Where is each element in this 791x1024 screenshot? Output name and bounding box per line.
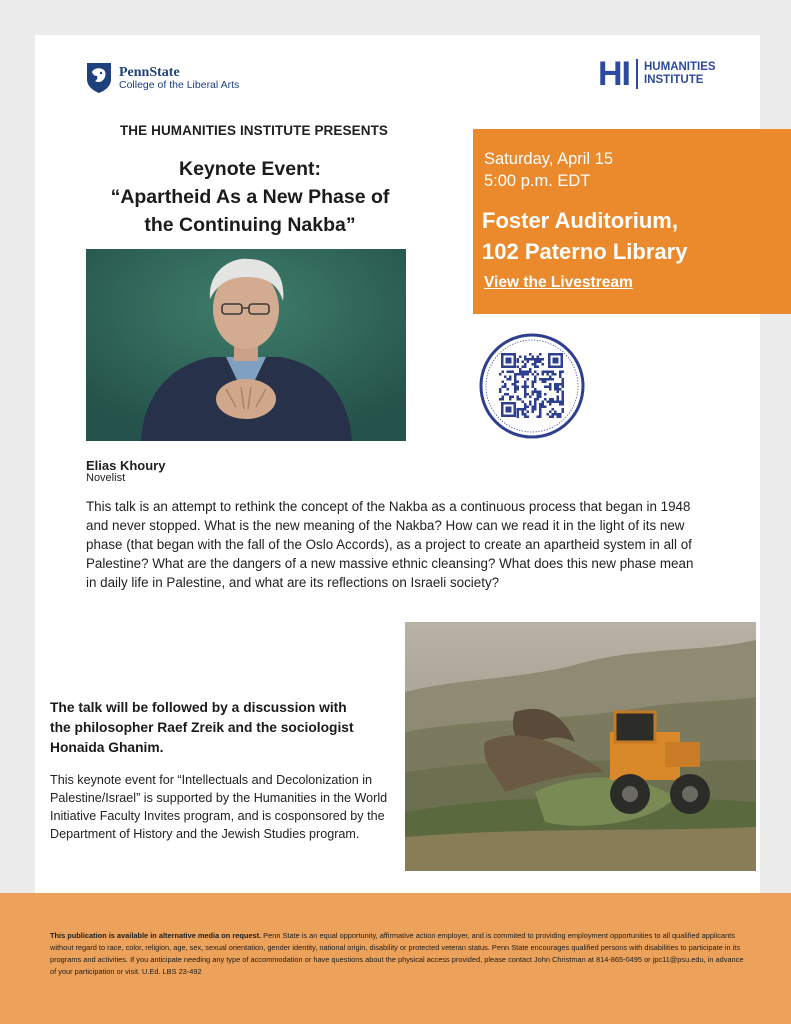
qr-module: [532, 386, 535, 389]
qr-module: [509, 396, 512, 399]
qr-module: [534, 388, 537, 391]
qr-module: [539, 411, 542, 414]
qr-module: [539, 391, 542, 394]
qr-module: [529, 396, 532, 399]
qr-module: [539, 378, 542, 381]
qr-module: [557, 388, 560, 391]
qr-module: [547, 413, 550, 416]
qr-module: [562, 386, 565, 389]
qr-module: [562, 371, 565, 374]
qr-module: [527, 386, 530, 389]
qr-module: [512, 396, 515, 399]
qr-module: [547, 378, 550, 381]
qr-module: [542, 406, 545, 409]
speaker-role: Novelist: [86, 472, 126, 484]
event-title-line-2: “Apartheid As a New Phase of: [110, 186, 390, 208]
qr-module: [562, 378, 565, 381]
qr-module: [509, 398, 512, 401]
qr-module: [524, 403, 527, 406]
qr-module: [524, 358, 527, 361]
qr-module: [537, 393, 540, 396]
qr-module: [524, 388, 527, 391]
qr-module: [549, 386, 552, 389]
qr-module: [534, 358, 537, 361]
qr-module: [529, 371, 532, 374]
qr-module: [527, 358, 530, 361]
event-title: [70, 155, 430, 239]
qr-module: [502, 371, 505, 374]
qr-module: [534, 391, 537, 394]
qr-module: [534, 371, 537, 374]
qr-module: [542, 363, 545, 366]
qr-module: [549, 411, 552, 414]
qr-module: [559, 401, 562, 404]
qr-module: [524, 366, 527, 369]
hi-line-1: HUMANITIES: [644, 61, 716, 73]
qr-module: [542, 381, 545, 384]
qr-module: [552, 378, 555, 381]
qr-module: [514, 388, 517, 391]
qr-module: [537, 373, 540, 376]
qr-module: [502, 398, 505, 401]
qr-module: [542, 378, 545, 381]
qr-module: [547, 373, 550, 376]
qr-module: [562, 383, 565, 386]
event-title-line-1: Keynote Event:: [179, 158, 321, 180]
qr-module: [539, 361, 542, 364]
eeo-text: Penn State is an equal opportunity, affirmative action employer, and is commited to providing employment opportunities to all qualified applicants without regard to race, color, religion, age, sex, sexual orientation, gender identity, national origin, disability or protected veteran status. Penn State encourages qualified persons with disabilities to participate in its programs and activities. If you anticipate needing any type of accommodation or have questions about the physical access provided, please contact John Christman at 814-865-0495 or jpc11@psu.edu, in advance of your participation or visit. U.Ed. LBS 23-492: [50, 931, 744, 976]
qr-module: [549, 388, 552, 391]
qr-module: [524, 396, 527, 399]
qr-module: [524, 363, 527, 366]
qr-module: [534, 403, 537, 406]
qr-module: [499, 388, 502, 391]
qr-module: [532, 358, 535, 361]
qr-module: [559, 371, 562, 374]
qr-module: [517, 373, 520, 376]
qr-module: [554, 388, 557, 391]
qr-module: [519, 371, 522, 374]
qr-module: [544, 381, 547, 384]
qr-module: [524, 356, 527, 359]
qr-module: [502, 381, 505, 384]
qr-module: [532, 411, 535, 414]
hi-monogram: HI: [598, 55, 630, 93]
qr-module: [522, 401, 525, 404]
qr-module: [524, 386, 527, 389]
qr-module: [524, 393, 527, 396]
qr-finder-bottom-left: [501, 402, 516, 417]
qr-module: [517, 413, 520, 416]
qr-module: [527, 373, 530, 376]
qr-module: [512, 371, 515, 374]
qr-module: [517, 398, 520, 401]
qr-module: [519, 356, 522, 359]
qr-module: [557, 386, 560, 389]
qr-module: [514, 383, 517, 386]
discussion-note: The talk will be followed by a discussion with the philosopher Raef Zreik and the sociologist Honaida Ghanim.: [50, 700, 354, 755]
qr-module: [542, 403, 545, 406]
pennstate-name: PennState: [119, 64, 180, 80]
event-date: Saturday, April 15: [484, 150, 614, 168]
qr-module: [544, 371, 547, 374]
qr-module: [542, 371, 545, 374]
qr-module: [499, 398, 502, 401]
qr-module: [554, 411, 557, 414]
qr-module: [527, 406, 530, 409]
qr-module: [542, 373, 545, 376]
qr-module: [529, 358, 532, 361]
hi-line-2: INSTITUTE: [644, 74, 704, 86]
qr-module: [562, 408, 565, 411]
qr-module: [532, 356, 535, 359]
qr-module: [522, 376, 525, 379]
qr-module: [552, 373, 555, 376]
qr-module: [522, 408, 525, 411]
qr-module: [539, 413, 542, 416]
qr-finder-top-right: [548, 353, 563, 368]
qr-module: [537, 356, 540, 359]
qr-module: [519, 398, 522, 401]
qr-module: [562, 411, 565, 414]
qr-module: [517, 361, 520, 364]
bulldozer-landscape-photo: [405, 622, 756, 871]
qr-module: [532, 383, 535, 386]
qr-module: [517, 388, 520, 391]
qr-module: [527, 393, 530, 396]
qr-module: [522, 371, 525, 374]
qr-module: [544, 406, 547, 409]
livestream-qr-code[interactable]: [479, 333, 585, 439]
alt-media-notice: This publication is available in alternative media on request.: [50, 931, 262, 940]
qr-module: [539, 408, 542, 411]
qr-module: [507, 393, 510, 396]
qr-module: [514, 381, 517, 384]
logo-divider: [636, 59, 638, 89]
qr-module: [499, 391, 502, 394]
qr-module: [539, 406, 542, 409]
qr-module: [554, 373, 557, 376]
qr-module: [509, 376, 512, 379]
speaker-portrait-photo: [86, 249, 406, 441]
qr-module: [539, 358, 542, 361]
qr-module: [532, 373, 535, 376]
qr-module: [507, 388, 510, 391]
qr-module: [514, 391, 517, 394]
qr-module: [527, 361, 530, 364]
qr-module: [519, 408, 522, 411]
qr-module: [507, 378, 510, 381]
qr-module: [502, 396, 505, 399]
qr-module: [514, 376, 517, 379]
qr-module: [559, 373, 562, 376]
qr-module: [522, 366, 525, 369]
qr-module: [527, 371, 530, 374]
qr-module: [522, 413, 525, 416]
qr-module: [534, 366, 537, 369]
qr-module: [532, 406, 535, 409]
event-datetime: [484, 148, 613, 192]
event-title-line-3: the Continuing Nakba”: [144, 214, 356, 236]
qr-module: [557, 413, 560, 416]
qr-module: [517, 411, 520, 414]
qr-module: [514, 373, 517, 376]
qr-module: [524, 373, 527, 376]
qr-module: [517, 416, 520, 419]
equal-opportunity-statement: [50, 930, 750, 978]
qr-module: [507, 371, 510, 374]
qr-module: [529, 403, 532, 406]
qr-module: [542, 401, 545, 404]
qr-module: [529, 368, 532, 371]
qr-module: [544, 393, 547, 396]
footer-band: [0, 893, 791, 1024]
qr-module: [532, 408, 535, 411]
qr-module: [549, 378, 552, 381]
qr-module: [544, 398, 547, 401]
qr-module: [539, 403, 542, 406]
qr-module: [549, 398, 552, 401]
qr-module: [534, 406, 537, 409]
qr-module: [524, 383, 527, 386]
qr-module: [522, 373, 525, 376]
qr-module: [504, 376, 507, 379]
qr-module: [534, 408, 537, 411]
qr-module: [537, 396, 540, 399]
qr-module: [517, 366, 520, 369]
qr-module: [539, 393, 542, 396]
qr-module: [519, 368, 522, 371]
qr-module: [537, 391, 540, 394]
hi-wordmark: [644, 61, 716, 87]
qr-module: [557, 391, 560, 394]
qr-module: [529, 353, 532, 356]
qr-module: [537, 358, 540, 361]
qr-module: [559, 403, 562, 406]
qr-module: [562, 396, 565, 399]
qr-module: [534, 398, 537, 401]
qr-module: [559, 416, 562, 419]
qr-module: [552, 413, 555, 416]
qr-module: [552, 371, 555, 374]
qr-module: [547, 401, 550, 404]
qr-module: [517, 396, 520, 399]
qr-module: [549, 376, 552, 379]
qr-module: [517, 386, 520, 389]
qr-module: [524, 416, 527, 419]
qr-module: [552, 408, 555, 411]
sponsorship-note: This keynote event for “Intellectuals and Decolonization in Palestine/Israel” is supported by the Humanities in the World Initiative Faculty Invites program, and is cosponsored by the Department of History and the Jewish Studies program.: [50, 773, 388, 841]
qr-module: [522, 386, 525, 389]
qr-module: [552, 398, 555, 401]
qr-module: [532, 393, 535, 396]
qr-module: [499, 373, 502, 376]
qr-module: [562, 381, 565, 384]
qr-module: [524, 381, 527, 384]
qr-module: [517, 381, 520, 384]
qr-module: [504, 383, 507, 386]
venue-line-2: 102 Paterno Library: [482, 239, 688, 264]
qr-module: [527, 416, 530, 419]
qr-module: [532, 363, 535, 366]
qr-module: [539, 416, 542, 419]
qr-module: [557, 401, 560, 404]
qr-module: [562, 393, 565, 396]
qr-module: [537, 366, 540, 369]
qr-module: [562, 401, 565, 404]
event-time: 5:00 p.m. EDT: [484, 172, 591, 190]
qr-module: [514, 378, 517, 381]
qr-module: [542, 358, 545, 361]
livestream-link[interactable]: View the Livestream: [484, 274, 633, 291]
qr-module: [519, 373, 522, 376]
qr-module: [532, 391, 535, 394]
qr-finder-top-left: [501, 353, 516, 368]
qr-module: [539, 353, 542, 356]
event-venue: [482, 205, 687, 267]
qr-module: [549, 416, 552, 419]
qr-module: [547, 371, 550, 374]
qr-module: [562, 398, 565, 401]
college-name: College of the Liberal Arts: [119, 78, 240, 91]
qr-module: [559, 376, 562, 379]
event-info-box: [473, 129, 791, 314]
speaker-name: Elias Khoury: [86, 458, 166, 473]
qr-module: [559, 383, 562, 386]
qr-module: [517, 358, 520, 361]
qr-module: [544, 378, 547, 381]
qr-module: [534, 401, 537, 404]
qr-module: [524, 406, 527, 409]
qr-module: [554, 386, 557, 389]
qr-module: [534, 376, 537, 379]
qr-module: [509, 371, 512, 374]
qr-module: [509, 378, 512, 381]
qr-module: [549, 403, 552, 406]
qr-module: [549, 371, 552, 374]
qr-module: [524, 413, 527, 416]
qr-module: [554, 401, 557, 404]
qr-module: [529, 401, 532, 404]
qr-module: [522, 411, 525, 414]
qr-module: [557, 383, 560, 386]
qr-module: [534, 363, 537, 366]
qr-module: [537, 398, 540, 401]
qr-module: [534, 378, 537, 381]
qr-module: [552, 401, 555, 404]
qr-module: [559, 413, 562, 416]
qr-module: [512, 383, 515, 386]
qr-module: [514, 386, 517, 389]
qr-module: [554, 413, 557, 416]
venue-line-1: Foster Auditorium,: [482, 208, 678, 233]
qr-module: [532, 381, 535, 384]
qr-module: [517, 408, 520, 411]
qr-module: [562, 391, 565, 394]
qr-module: [552, 416, 555, 419]
nittany-lion-shield-icon: [86, 62, 112, 94]
qr-module: [559, 388, 562, 391]
qr-module: [539, 396, 542, 399]
qr-module: [554, 383, 557, 386]
humanities-institute-logo: [598, 55, 716, 93]
qr-module: [557, 398, 560, 401]
qr-module: [537, 416, 540, 419]
qr-module: [549, 401, 552, 404]
qr-module: [504, 393, 507, 396]
qr-module: [504, 386, 507, 389]
qr-module: [544, 386, 547, 389]
qr-module: [527, 411, 530, 414]
pennstate-wordmark: [119, 65, 239, 92]
qr-module: [549, 383, 552, 386]
qr-module: [524, 391, 527, 394]
qr-module: [557, 416, 560, 419]
qr-module: [527, 378, 530, 381]
presenter-line: THE HUMANITIES INSTITUTE PRESENTS: [119, 123, 389, 138]
qr-module: [524, 371, 527, 374]
qr-module: [524, 408, 527, 411]
qr-module: [534, 381, 537, 384]
qr-module: [562, 403, 565, 406]
talk-abstract: This talk is an attempt to rethink the concept of the Nakba as a continuous process that began in 1948 and never stopped. What is the new meaning of the Nakba? How can we read it in the light of its new phase (that began with the fall of the Oslo Accords), as a project to create an apartheid system in all of Palestine? What are the dangers of a new massive ethnic cleansing? What does this new phase mean in daily life in Palestine, and what are its reflections on Israeli society?: [86, 499, 694, 590]
qr-module: [557, 396, 560, 399]
qr-module: [522, 361, 525, 364]
qr-module: [534, 361, 537, 364]
qr-module: [537, 361, 540, 364]
qr-module: [547, 386, 550, 389]
pennstate-logo: [86, 62, 239, 94]
qr-module: [502, 386, 505, 389]
